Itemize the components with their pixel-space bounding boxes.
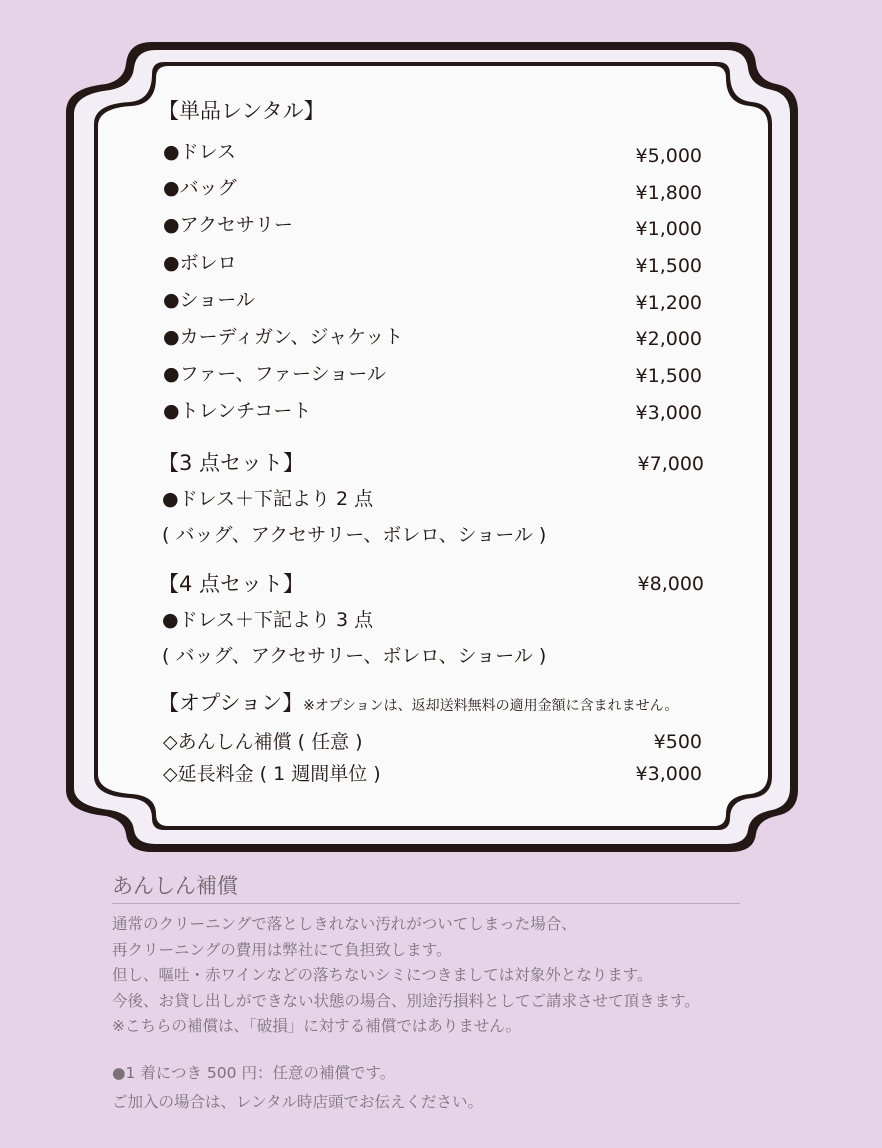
options-title: 【オプション】 [158, 691, 304, 715]
paragraph-line: 通常のクリーニングで落としきれない汚れがついてしまった場合、 [112, 915, 577, 933]
item-price: ¥3,000 [635, 402, 702, 424]
anshin-fee-line: ●1 着につき 500 円：任意の補償です。 [112, 1064, 396, 1082]
item-price: ¥1,500 [635, 365, 702, 387]
anshin-divider [112, 903, 740, 904]
set4-heading: 【4 点セット】 [158, 572, 305, 596]
paragraph-line: 但し、嘔吐・赤ワインなどの落ちないシミにつきましては対象外となります。 [112, 966, 653, 984]
option-price: ¥3,000 [635, 763, 702, 785]
set4-description: ●ドレス＋下記より 3 点 [162, 609, 374, 631]
options-heading [158, 691, 678, 718]
option-label: ◇あんしん補償 ( 任意 ) [163, 731, 363, 753]
item-price: ¥1,800 [635, 182, 702, 204]
set3-heading: 【3 点セット】 [158, 451, 305, 475]
item-price: ¥1,200 [635, 292, 702, 314]
set4-items: ( バッグ、アクセサリー、ボレロ、ショール ) [162, 645, 547, 667]
set3-price: ¥7,000 [637, 453, 704, 475]
anshin-join-line: ご加入の場合は、レンタル時店頭でお伝えください。 [112, 1093, 483, 1111]
item-label: ●ドレス [163, 141, 237, 163]
set3-description: ●ドレス＋下記より 2 点 [162, 488, 374, 510]
item-price: ¥5,000 [635, 145, 702, 167]
item-label: ●ファー、ファーショール [163, 363, 386, 385]
paragraph-line: 今後、お貸し出しができない状態の場合、別途汚損料としてご請求させて頂きます。 [112, 991, 700, 1010]
set4-price: ¥8,000 [637, 573, 704, 595]
option-price: ¥500 [653, 731, 702, 753]
item-label: ●ボレロ [163, 252, 237, 274]
anshin-paragraph [112, 912, 742, 1040]
item-label: ●ショール [163, 289, 255, 311]
paragraph-line: ※こちらの補償は、「破損」に対する補償ではありません。 [112, 1017, 522, 1035]
item-price: ¥1,500 [635, 255, 702, 277]
item-label: ●アクセサリー [163, 214, 294, 236]
options-note: ※オプションは、返却送料無料の適用金額に含まれません。 [303, 698, 679, 714]
item-price: ¥2,000 [635, 328, 702, 350]
paragraph-line: 再クリーニングの費用は弊社にて負担致します。 [112, 940, 452, 959]
item-price: ¥1,000 [635, 218, 702, 240]
item-label: ●トレンチコート [163, 400, 312, 422]
item-label: ●バッグ [163, 177, 237, 199]
set3-items: ( バッグ、アクセサリー、ボレロ、ショール ) [162, 524, 547, 546]
anshin-title: あんしん補償 [112, 874, 238, 898]
single-rental-heading: 【単品レンタル】 [158, 99, 325, 123]
option-label: ◇延長料金 ( 1 週間単位 ) [163, 763, 381, 785]
item-label: ●カーディガン、ジャケット [163, 326, 404, 348]
